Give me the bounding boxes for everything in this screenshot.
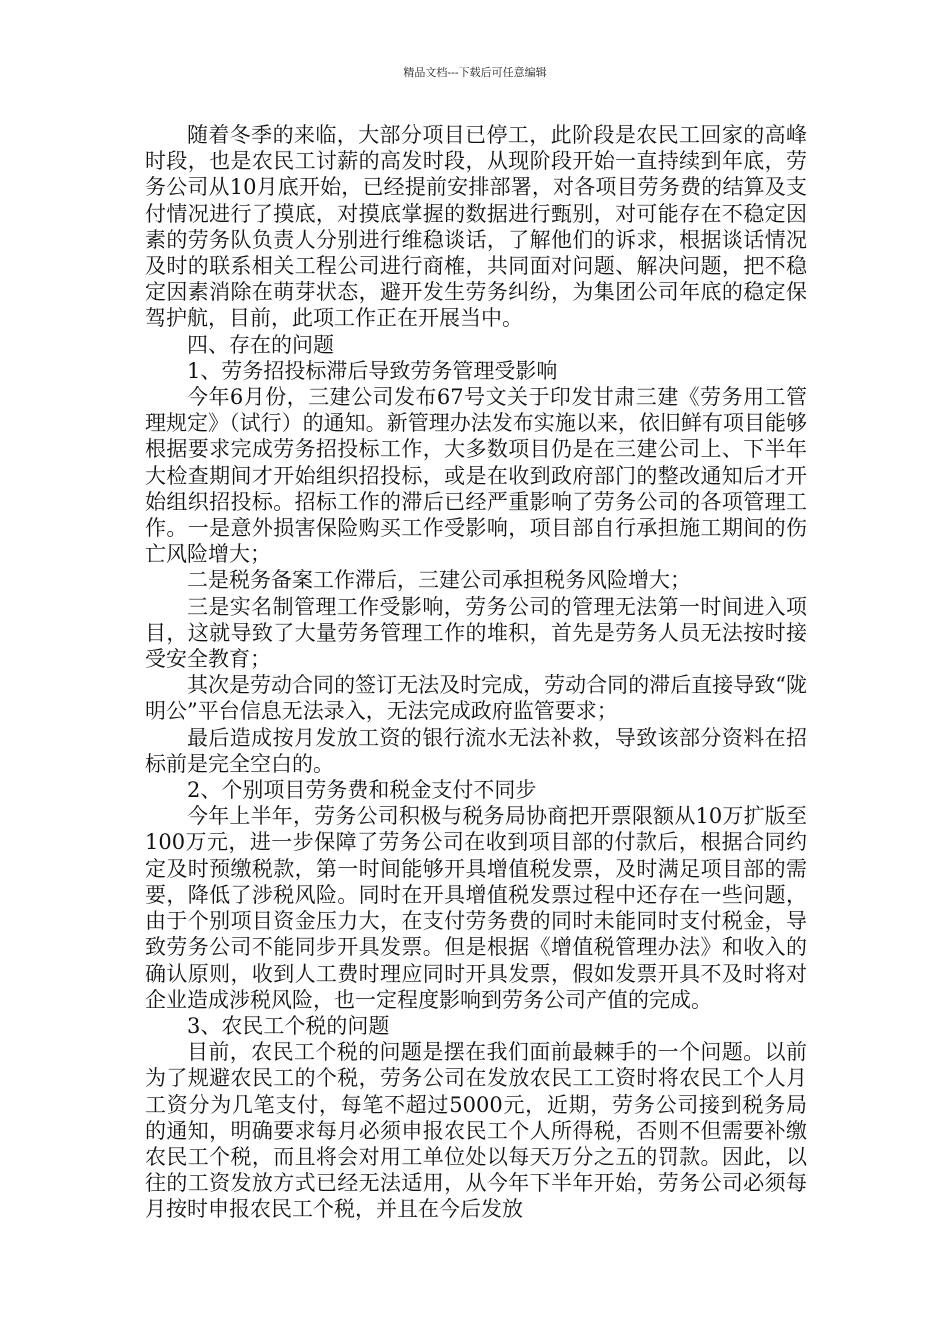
subheading-payment-sync: 2、个别项目劳务费和税金支付不同步 <box>187 778 537 803</box>
subheading-personal-income-tax: 3、农民工个税的问题 <box>187 1013 390 1038</box>
paragraph-payment-sync: 今年上半年，劳务公司积极与税务局协商把开票限额从10万扩版至100万元，进一步保障了劳务公司在收到项目部的付款后，根据合同约定及时预缴税款，第一时间能够开具增值税发票，及时满足项目部的需要，降低了涉税风险。同时在开具增值税发票过程中还存在一些问题，由于个别项目资金压力大，在支付劳务费的同时未能同时支付税金，导致劳务公司不能同步开具发票。但是根据《增值税管理办法》和收入的确认原则，收到人工费时理应同时开具发票，假如发票开具不及时将对企业造成涉税风险，也一定程度影响到劳务公司产值的完成。 <box>145 804 807 1012</box>
paragraph-personal-income-tax: 目前，农民工个税的问题是摆在我们面前最棘手的一个问题。以前为了规避农民工的个税，劳务公司在发放农民工工资时将农民工个人月工资分为几笔支付，每笔不超过5000元，近期，劳务公司接到税务局的通知，明确要求每月必须申报农民工个人所得税，否则不但需要补缴农民工个税，而且将会对用工单位处以每天万分之五的罚款。因此，以往的工资发放方式已经无法适用，从今年下半年开始，劳务公司必须每月按时申报农民工个税，并且在今后发放 <box>145 1040 807 1222</box>
paragraph-winter-stability: 随着冬季的来临，大部分项目已停工，此阶段是农民工回家的高峰时段，也是农民工讨薪的高发时段，从现阶段开始一直持续到年底，劳务公司从10月底开始，已经提前安排部署，对各项目劳务费的结算及支付情况进行了摸底，对摸底掌握的数据进行甄别，对可能存在不稳定因素的劳务队负责人分别进行维稳谈话，了解他们的诉求，根据谈话情况及时的联系相关工程公司进行商榷，共同面对问题、解决问题，把不稳定因素消除在萌芽状态，避开发生劳务纠纷，为集团公司年底的稳定保驾护航，目前，此项工作正在开展当中。 <box>145 123 807 331</box>
paragraph-tax-filing: 二是税务备案工作滞后，三建公司承担税务风险增大； <box>187 568 691 593</box>
paragraph-real-name-management: 三是实名制管理工作受影响，劳务公司的管理无法第一时间进入项目，这就导致了大量劳务管理工作的堆积，首先是劳务人员无法按时接受安全教育； <box>145 594 807 672</box>
document-body <box>145 122 807 1223</box>
paragraph-bidding-delay: 今年6月份，三建公司发布67号文关于印发甘肃三建《劳务用工管理规定》（试行）的通知。新管理办法发布实施以来，依旧鲜有项目能够根据要求完成劳务招投标工作，大多数项目仍是在三建公司上、下半年大检查期间才开始组织招投标，或是在收到政府部门的整改通知后才开始组织招投标。招标工作的滞后已经严重影响了劳务公司的各项管理工作。一是意外损害保险购买工作受影响，项目部自行承担施工期间的伤亡风险增大； <box>145 385 807 567</box>
paragraph-bank-records: 最后造成按月发放工资的银行流水无法补救，导致该部分资料在招标前是完全空白的。 <box>145 725 807 776</box>
section-heading-problems: 四、存在的问题 <box>187 332 334 357</box>
paragraph-labor-contract: 其次是劳动合同的签订无法及时完成，劳动合同的滞后直接导致“陇明公”平台信息无法录入，无法完成政府监管要求； <box>145 673 807 724</box>
subheading-bidding-delay: 1、劳务招投标滞后导致劳务管理受影响 <box>187 358 558 383</box>
page-header: 精品文档---下载后可任意编辑 <box>403 66 547 79</box>
